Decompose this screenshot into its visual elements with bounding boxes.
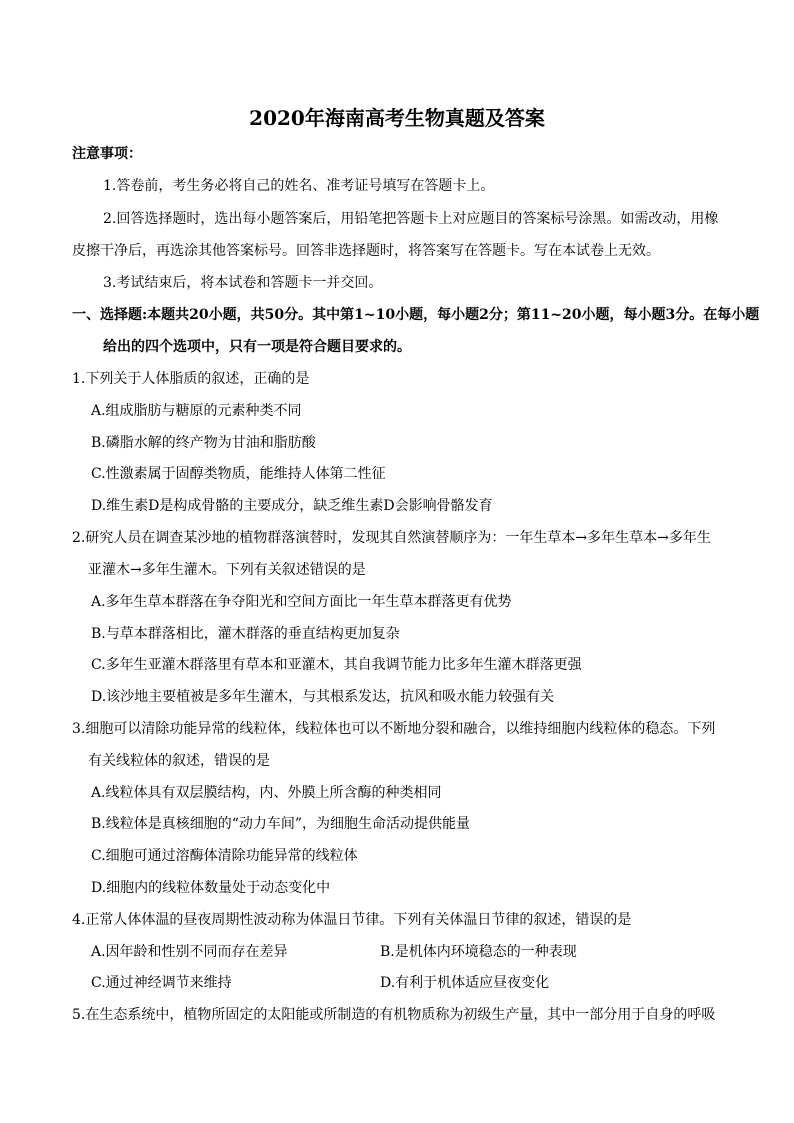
question-2-option-d: D.该沙地主要植被是多年生灌木，与其根系发达，抗风和吸水能力较强有关 [91,689,555,705]
question-5-stem: 5.在生态系统中，植物所固定的太阳能或所制造的有机物质称为初级生产量，其中一部分用于自身的呼吸 [72,1007,716,1023]
question-3-option-a: A.线粒体具有双层膜结构，内、外膜上所含酶的种类相同 [91,785,442,801]
question-4-option-c: C.通过神经调节来维持 [91,975,232,991]
section-heading: 一、选择题:本题共20小题，共50分。其中第1~10小题，每小题2分；第11~20小题，每小题3分。在每小题 [72,307,760,323]
question-1-option-b: B.磷脂水解的终产物为甘油和脂肪酸 [91,435,316,451]
question-4-stem: 4.正常人体体温的昼夜周期性波动称为体温日节律。下列有关体温日节律的叙述，错误的是 [72,912,632,928]
question-1-option-d: D.维生素D是构成骨骼的主要成分，缺乏维生素D会影响骨骼发育 [91,498,493,514]
question-1-stem: 1.下列关于人体脂质的叙述，正确的是 [72,371,310,387]
question-2-option-c: C.多年生亚灌木群落里有草本和亚灌木，其自我调节能力比多年生灌木群落更强 [91,657,582,673]
question-2-option-a: A.多年生草本群落在争夺阳光和空间方面比一年生草本群落更有优势 [91,594,512,610]
question-2-option-b: B.与草本群落相比，灌木群落的垂直结构更加复杂 [91,626,400,642]
question-2-stem-cont: 亚灌木→多年生灌木。下列有关叙述错误的是 [88,562,366,578]
question-4-option-a: A.因年龄和性别不同而存在差异 [91,944,288,960]
notice-item-2-cont: 皮擦干净后，再选涂其他答案标号。回答非选择题时，将答案写在答题卡。写在本试卷上无效。 [72,243,660,259]
notice-item-3: 3.考试结束后，将本试卷和答题卡一并交回。 [103,275,383,291]
notice-heading: 注意事项： [72,146,142,162]
question-4-option-b: B.是机体内环境稳态的一种表现 [380,944,577,960]
section-heading-cont: 给出的四个选项中，只有一项是符合题目要求的。 [103,339,411,355]
question-3-option-d: D.细胞内的线粒体数量处于动态变化中 [91,880,331,896]
question-2-stem: 2.研究人员在调查某沙地的植物群落演替时，发现其自然演替顺序为：一年生草本→多年生草本→多年生 [72,530,711,546]
question-3-option-b: B.线粒体是真核细胞的“动力车间”，为细胞生命活动提供能量 [91,816,471,832]
question-1-option-a: A.组成脂肪与糖原的元素种类不同 [91,403,302,419]
question-3-option-c: C.细胞可通过溶酶体清除功能异常的线粒体 [91,848,358,864]
notice-item-1: 1.答卷前，考生务必将自己的姓名、准考证号填写在答题卡上。 [103,178,495,194]
question-1-option-c: C.性激素属于固醇类物质，能维持人体第二性征 [91,466,386,482]
question-3-stem-cont: 有关线粒体的叙述，错误的是 [88,753,270,769]
notice-item-2: 2.回答选择题时，选出每小题答案后，用铅笔把答题卡上对应题目的答案标号涂黑。如需改动，用橡 [103,211,719,227]
question-4-option-d: D.有利于机体适应昼夜变化 [380,975,550,991]
page-title: 2020年海南高考生物真题及答案 [249,106,545,130]
question-3-stem: 3.细胞可以清除功能异常的线粒体，线粒体也可以不断地分裂和融合，以维持细胞内线粒体的稳态。下列 [72,721,716,737]
